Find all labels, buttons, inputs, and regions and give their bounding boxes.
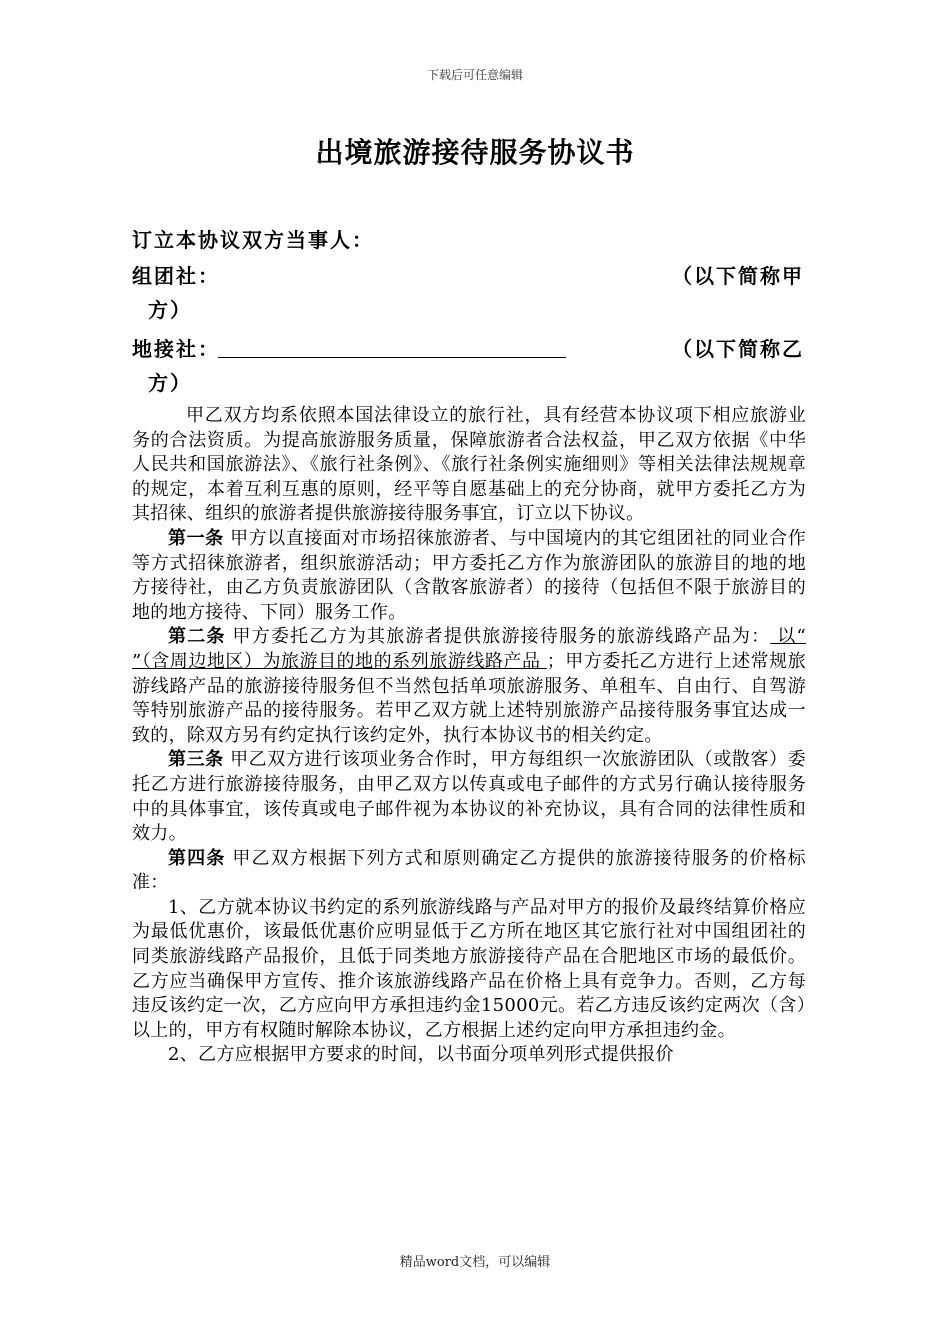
preamble: 甲乙双方均系依照本国法律设立的旅行社，具有经营本协议项下相应旅游业务的合法资质。为提高旅游服务质量，保障旅游者合法权益，甲乙双方依据《中华人民共和国旅游法》、《旅行社条例》、《旅行社条例实施细则》等相关法律法规规章的规定，本着互利互惠的原则，经平等自愿基础上的充分协商，就甲方委托乙方为其招徕、组织的旅游者提供旅游接待服务事宜，订立以下协议。	[132, 405, 806, 525]
party-a-label: 组团社：	[132, 264, 220, 288]
clause-2: 2、乙方应根据甲方要求的时间，以书面分项单列形式提供报价	[168, 1044, 674, 1066]
parties-intro: 订立本协议双方当事人：	[132, 228, 374, 252]
agreement-body	[132, 404, 806, 1068]
article-2-text-b: ；甲方委托乙方进行上述常规旅游线路产品的旅游接待服务但不当然包括单项旅游服务、单租车、自由行、自驾游等特别旅游产品的接待服务。若甲乙双方就上述特别旅游产品接待服务事宜达成一致的，除双方另有约定执行该约定外，执行本协议书的相关约定。	[132, 650, 806, 746]
document-title: 出境旅游接待服务协议书	[315, 136, 635, 169]
party-b-label: 地接社：	[132, 337, 220, 361]
party-b-blank-field	[218, 333, 566, 358]
clause-1: 1、乙方就本协议书约定的系列旅游线路与产品对甲方的报价及最终结算价格应为最低优惠价，该最低优惠价应明显低于乙方所在地区其它旅行社对中国组团社的同类旅游线路产品报价，且低于同类地方旅游接待产品在合肥地区市场的最低价。乙方应当确保甲方宣传、推介该旅游线路产品在价格上具有竞争力。否则，乙方每违反该约定一次，乙方应向甲方承担违约金15000元。若乙方违反该约定两次（含）以上的，甲方有权随时解除本协议，乙方根据上述约定向甲方承担违约金。	[132, 896, 806, 1041]
article-1-heading: 第一条	[168, 527, 224, 549]
party-b-suffix: （以下简称乙	[672, 337, 804, 361]
article-4-text: 甲乙双方根据下列方式和原则确定乙方提供的旅游接待服务的价格标准：	[132, 847, 806, 894]
article-3	[132, 748, 806, 846]
party-a-suffix: （以下简称甲	[672, 264, 804, 288]
header-note: 下载后可任意编辑	[426, 68, 523, 82]
article-2-text-a: 甲方委托乙方为其旅游者提供旅游接待服务的旅游线路产品为：	[225, 626, 771, 648]
article-3-heading: 第三条	[168, 749, 224, 771]
article-2-product-underlined: 以“ ”（含周边地区）为旅游目的地的系列旅游线路产品	[132, 626, 806, 672]
footer-note: 精品word文档，可以编辑	[399, 1255, 551, 1270]
article-4-heading: 第四条	[168, 847, 226, 869]
article-2	[132, 625, 806, 748]
article-1	[132, 527, 806, 625]
party-b-wrap: 方）	[148, 371, 192, 395]
article-1-text: 甲方以直接面对市场招徕旅游者、与中国境内的其它组团社的同业合作等方式招徕旅游者，组织旅游活动；甲方委托乙方作为旅游团队的旅游目的地的地方接待社，由乙方负责旅游团队（含散客旅游者）的接待（包括但不限于旅游目的地的地方接待、下同）服务工作。	[132, 527, 806, 623]
article-3-text: 甲乙双方进行该项业务合作时，甲方每组织一次旅游团队（或散客）委托乙方进行旅游接待服务，由甲乙双方以传真或电子邮件的方式另行确认接待服务中的具体事宜，该传真或电子邮件视为本协议的补充协议，具有合同的法律性质和效力。	[132, 749, 806, 845]
article-2-heading: 第二条	[168, 626, 226, 648]
party-a-wrap: 方）	[148, 298, 192, 322]
article-4	[132, 847, 806, 896]
